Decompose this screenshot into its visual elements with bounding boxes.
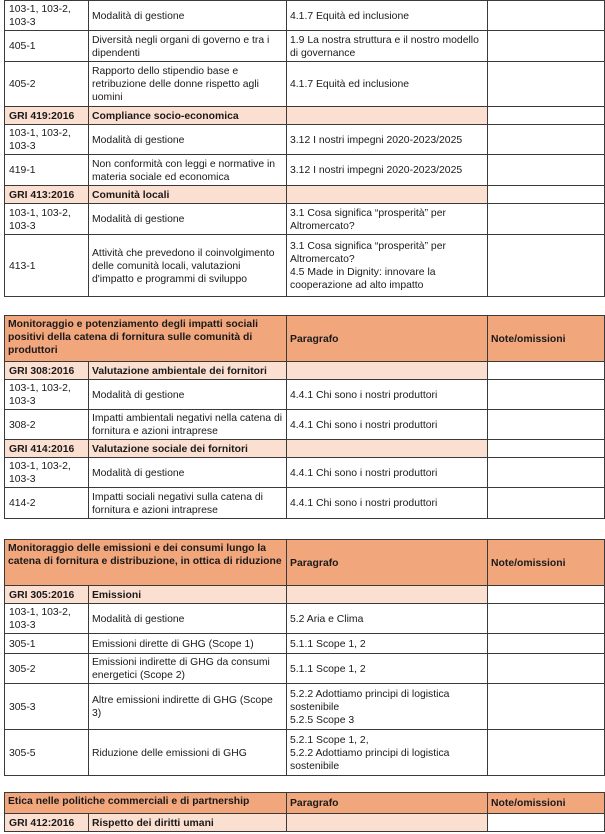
disclosure-description: Modalità di gestione [89,380,287,410]
notes-cell [488,654,605,684]
group-notes-cell [488,814,605,832]
table-row [5,458,605,488]
notes-cell [488,604,605,634]
disclosure-description: Altre emissioni indirette di GHG (Scope 3) [89,684,287,730]
notes-cell [488,235,605,297]
notes-cell [488,458,605,488]
table-row [5,155,605,186]
notes-cell [488,488,605,519]
paragraph-reference: 3.1 Cosa significa “prosperità” per Altromercato? [287,204,488,235]
notes-column-header: Note/omissioni [488,793,605,814]
paragraph-column-header: Paragrafo [287,540,488,586]
paragraph-reference: 4.1.7 Equità ed inclusione [287,62,488,107]
notes-cell [488,380,605,410]
table-row [5,654,605,684]
disclosure-description: Emissioni dirette di GHG (Scope 1) [89,634,287,654]
gri-code: 305-2 [5,654,89,684]
notes-column-header: Note/omissioni [488,316,605,362]
gri-code: 308-2 [5,410,89,440]
gri-code: 103-1, 103-2, 103-3 [5,125,89,155]
notes-cell [488,31,605,62]
gri-standard-code: GRI 305:2016 [5,586,89,604]
group-paragraph-cell [287,186,488,204]
notes-cell [488,634,605,654]
gri-table-section-4 [4,792,605,832]
gri-code: 305-1 [5,634,89,654]
paragraph-reference: 5.2 Aria e Clima [287,604,488,634]
group-paragraph-cell [287,586,488,604]
group-notes-cell [488,586,605,604]
gri-standard-code: GRI 413:2016 [5,186,89,204]
gri-group-row [5,107,605,125]
paragraph-reference: 1.9 La nostra struttura e il nostro modello di governance [287,31,488,62]
gri-table-section-1 [4,0,605,297]
gri-code: 103-1, 103-2, 103-3 [5,1,89,31]
table-row [5,604,605,634]
disclosure-description: Modalità di gestione [89,458,287,488]
table-row [5,380,605,410]
disclosure-description: Modalità di gestione [89,125,287,155]
disclosure-description: Emissioni indirette di GHG da consumi energetici (Scope 2) [89,654,287,684]
gri-code: 103-1, 103-2, 103-3 [5,604,89,634]
table-row [5,235,605,297]
paragraph-column-header: Paragrafo [287,316,488,362]
gri-standard-code: GRI 419:2016 [5,107,89,125]
paragraph-reference: 4.4.1 Chi sono i nostri produttori [287,458,488,488]
group-paragraph-cell [287,107,488,125]
table-row [5,730,605,776]
notes-cell [488,684,605,730]
table-row [5,31,605,62]
gri-standard-title: Emissioni [89,586,287,604]
gri-code: 305-3 [5,684,89,730]
gri-code: 103-1, 103-2, 103-3 [5,204,89,235]
gri-group-row [5,586,605,604]
disclosure-description: Impatti ambientali negativi nella catena di fornitura e azioni intraprese [89,410,287,440]
group-notes-cell [488,107,605,125]
gri-code: 419-1 [5,155,89,186]
notes-cell [488,204,605,235]
disclosure-description: Attività che prevedono il coinvolgimento delle comunità locali, valutazioni d'impatto e programmi di sviluppo [89,235,287,297]
paragraph-reference: 3.1 Cosa significa “prosperità” per Altromercato? 4.5 Made in Dignity: innovare la cooperazione ad alto impatto [287,235,488,297]
gri-code: 305-5 [5,730,89,776]
gri-standard-code: GRI 414:2016 [5,440,89,458]
gri-standard-title: Rispetto dei diritti umani [89,814,287,832]
group-notes-cell [488,362,605,380]
gri-code: 405-1 [5,31,89,62]
notes-cell [488,155,605,186]
paragraph-column-header: Paragrafo [287,793,488,814]
paragraph-reference: 5.2.2 Adottiamo principi di logistica sostenibile 5.2.5 Scope 3 [287,684,488,730]
disclosure-description: Modalità di gestione [89,204,287,235]
gri-code: 414-2 [5,488,89,519]
table-row [5,488,605,519]
paragraph-reference: 4.4.1 Chi sono i nostri produttori [287,488,488,519]
table-row [5,204,605,235]
group-paragraph-cell [287,440,488,458]
table-row [5,125,605,155]
group-notes-cell [488,440,605,458]
paragraph-reference: 4.4.1 Chi sono i nostri produttori [287,380,488,410]
paragraph-reference: 5.1.1 Scope 1, 2 [287,634,488,654]
group-paragraph-cell [287,814,488,832]
paragraph-reference: 3.12 I nostri impegni 2020-2023/2025 [287,125,488,155]
paragraph-reference: 5.2.1 Scope 1, 2, 5.2.2 Adottiamo principi di logistica sostenibile [287,730,488,776]
section-title: Monitoraggio delle emissioni e dei consumi lungo la catena di fornitura e distribuzione, in ottica di riduzione [5,540,287,586]
section-title: Etica nelle politiche commerciali e di partnership [5,793,287,814]
gri-code: 103-1, 103-2, 103-3 [5,380,89,410]
notes-cell [488,125,605,155]
table-header-row [5,793,605,814]
notes-cell [488,62,605,107]
paragraph-reference: 5.1.1 Scope 1, 2 [287,654,488,684]
gri-standard-title: Valutazione sociale dei fornitori [89,440,287,458]
group-notes-cell [488,186,605,204]
gri-standard-title: Compliance socio-economica [89,107,287,125]
gri-standard-title: Comunità locali [89,186,287,204]
disclosure-description: Non conformità con leggi e normative in materia sociale ed economica [89,155,287,186]
table-row [5,684,605,730]
table-row [5,1,605,31]
gri-group-row [5,440,605,458]
table-row [5,410,605,440]
gri-table-section-2 [4,315,605,519]
disclosure-description: Modalità di gestione [89,1,287,31]
gri-standard-code: GRI 308:2016 [5,362,89,380]
gri-code: 405-2 [5,62,89,107]
disclosure-description: Riduzione delle emissioni di GHG [89,730,287,776]
disclosure-description: Diversità negli organi di governo e tra i dipendenti [89,31,287,62]
disclosure-description: Impatti sociali negativi sulla catena di fornitura e azioni intraprese [89,488,287,519]
gri-standard-title: Valutazione ambientale dei fornitori [89,362,287,380]
table-row [5,62,605,107]
disclosure-description: Rapporto dello stipendio base e retribuzione delle donne rispetto agli uomini [89,62,287,107]
gri-code: 413-1 [5,235,89,297]
gri-standard-code: GRI 412:2016 [5,814,89,832]
gri-group-row [5,186,605,204]
paragraph-reference: 4.4.1 Chi sono i nostri produttori [287,410,488,440]
paragraph-reference: 3.12 I nostri impegni 2020-2023/2025 [287,155,488,186]
table-row [5,634,605,654]
gri-group-row [5,362,605,380]
table-header-row [5,540,605,586]
paragraph-reference: 4.1.7 Equità ed inclusione [287,1,488,31]
notes-cell [488,730,605,776]
section-title: Monitoraggio e potenziamento degli impatti sociali positivi della catena di fornitura sulle comunità di produttori [5,316,287,362]
group-paragraph-cell [287,362,488,380]
table-header-row [5,316,605,362]
gri-table-section-3 [4,539,605,776]
gri-code: 103-1, 103-2, 103-3 [5,458,89,488]
notes-column-header: Note/omissioni [488,540,605,586]
notes-cell [488,410,605,440]
gri-group-row [5,814,605,832]
notes-cell [488,1,605,31]
disclosure-description: Modalità di gestione [89,604,287,634]
